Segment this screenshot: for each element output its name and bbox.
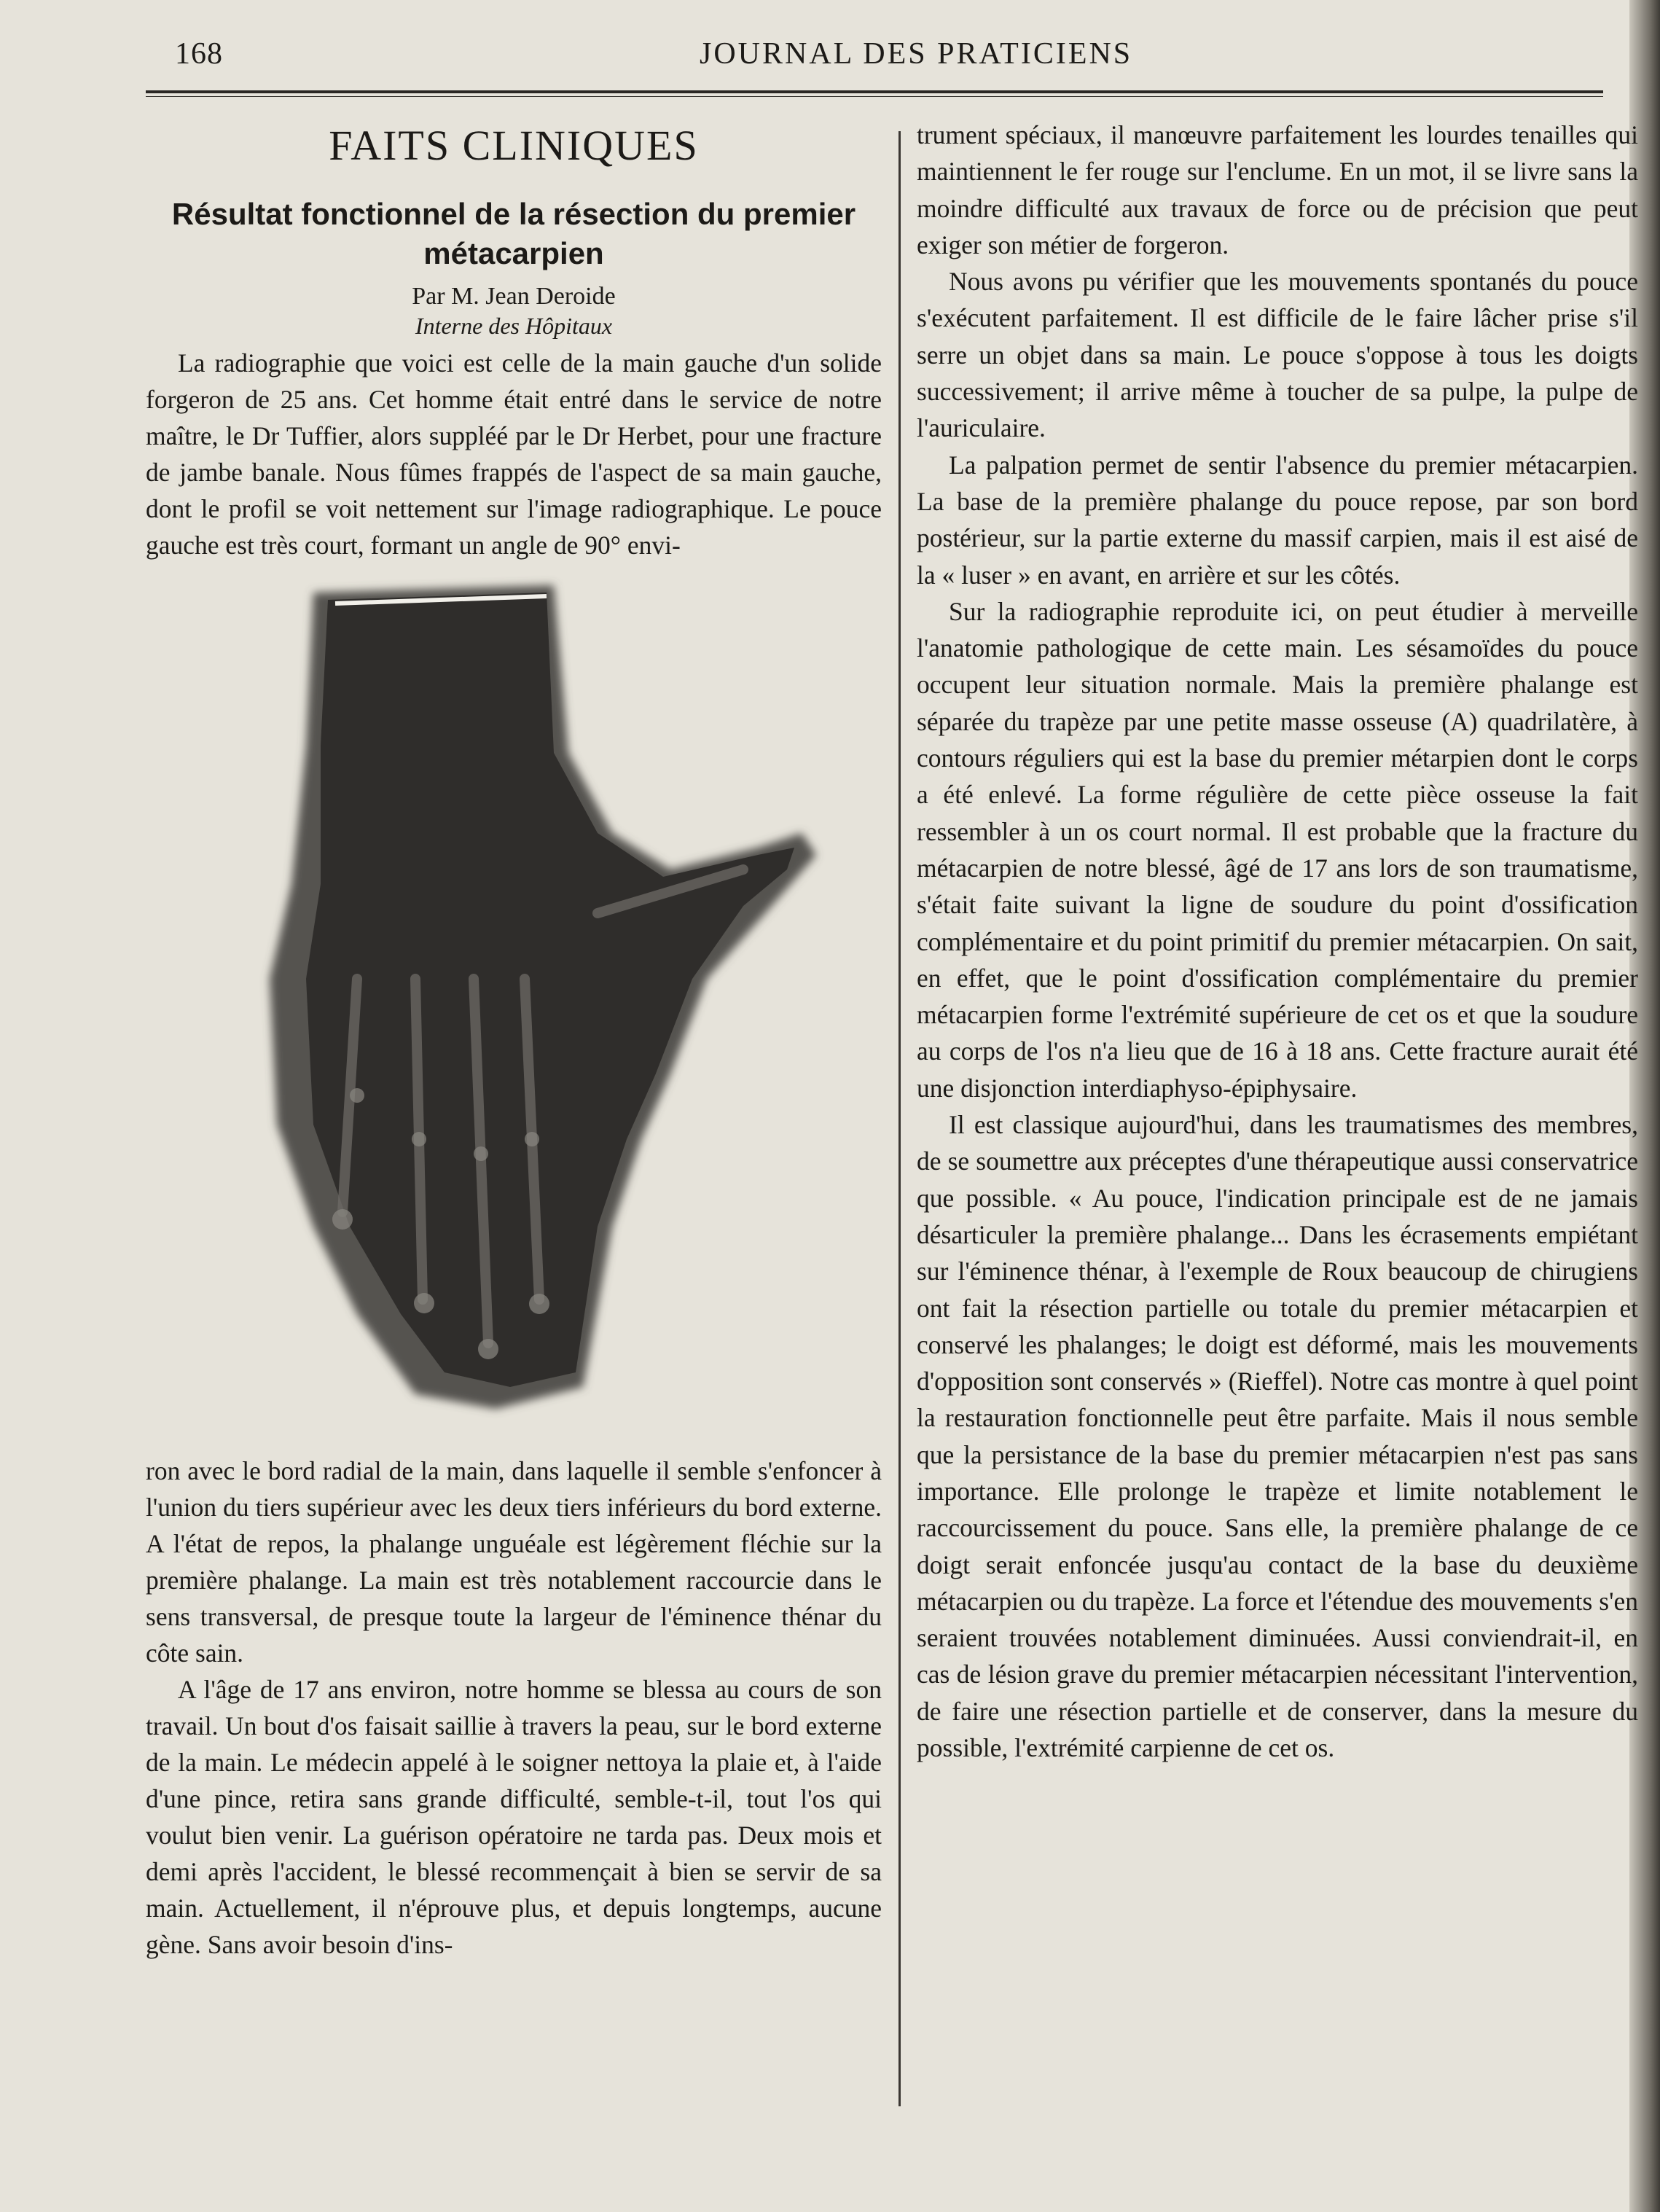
paragraph-movements: Nous avons pu vérifier que les mouvements spontanés du pouce s'exécutent parfaitement. Il est difficile de le faire lâcher prise s'il serre un objet dans sa main. Le pouce s'oppose à tous les doigts successivement; il arrive même à toucher de sa pulpe, la pulpe de l'auriculaire.: [917, 267, 1638, 443]
paragraph-palpation: La palpation permet de sentir l'absence du premier métacarpien. La base de la première phalange du pouce repose, par son bord postérieur, sur la partie externe du massif carpien, mais il est aisé de la « luser » en avant, en arrière et sur les côtés.: [917, 450, 1638, 590]
right-column: [917, 117, 1638, 1766]
page-number: 168: [175, 37, 223, 71]
header-rule-thin: [146, 96, 1603, 97]
paragraph-intro: La radiographie que voici est celle de la main gauche d'un solide forgeron de 25 ans. Cet homme était entré dans le service de notre maître, le Dr Tuffier, alors suppléé par le Dr Herbet, pour une fracture de jambe banale. Nous fûmes frappés de l'aspect de sa main gauche, dont le profil se voit nettement sur l'image radiographique. Le pouce gauche est très court, formant un angle de 90° envi-: [146, 348, 882, 560]
hand-radiograph-figure: [233, 571, 889, 1445]
paragraph-intro-continued: ron avec le bord radial de la main, dans laquelle il semble s'enfoncer à l'union du tiers supérieur avec les deux tiers inférieurs du bord externe. A l'état de repos, la phalange unguéale est légèrement fléchie sur la première phalange. La main est très notablement raccourcie dans le sens transversal, de presque toute la largeur de l'éminence thénar du côte sain.: [146, 1456, 882, 1668]
header-rule: [146, 90, 1603, 93]
author-byline: Par M. Jean Deroide: [412, 283, 616, 310]
article-title: Résultat fonctionnel de la résection du premier métacarpien: [171, 197, 856, 270]
left-column: [146, 117, 882, 1963]
column-divider: [898, 131, 901, 2106]
hand-xray-image: [233, 571, 889, 1445]
paragraph-history: A l'âge de 17 ans environ, notre homme se blessa au cours de son travail. Un bout d'os faisait saillie à travers la peau, sur le bord externe de la main. Le médecin appelé à le soigner nettoya la plaie et, à l'aide d'une pince, retira sans grande difficulté, semble-t-il, tout l'os qui voulut bien venir. La guérison opératoire ne tarda pas. Deux mois et demi après l'accident, le blessé recommençait à bien se servir de sa main. Actuellement, il n'éprouve plus, et depuis longtemps, aucune gène. Sans avoir besoin d'ins-: [146, 1675, 882, 1959]
running-head: [160, 34, 1603, 85]
paragraph-conclusion: Il est classique aujourd'hui, dans les traumatismes des membres, de se soumettre aux préceptes d'une thérapeutique aussi conservatrice que possible. « Au pouce, l'indication principale est de ne jamais désarticuler la première phalange... Dans les écrasements empiétant sur l'éminence thénar, à l'exemple de Roux beaucoup de chirugiens ont fait la résection partielle ou totale du premier métacarpien et conservé les phalanges; le doigt est déformé, mais les mouvements d'opposition sont conservés » (Rieffel). Notre cas montre à quel point la restauration fonctionnelle peut être parfaite. Mais il nous semble que la persistance de la base du premier métacarpien n'est pas sans importance. Elle prolonge le trapèze et limite notablement le raccourcissement du pouce. Sans elle, la première phalange de ce doigt serait enfoncée jusqu'au contact de la base du deuxième métacarpien ou du trapèze. La force et l'étendue des mouvements s'en seraient trouvées notablement diminuées. Aussi conviendrait-il, en cas de lésion grave du premier métacarpien nécessitant l'intervention, de faire une résection partielle et de conserver, dans la mesure du possible, l'extrémité carpienne de cet os.: [917, 1110, 1638, 1763]
paragraph-radiography: Sur la radiographie reproduite ici, on peut étudier à merveille l'anatomie pathologique de cette main. Les sésamoïdes du pouce occupent leur situation normale. Mais la première phalange est séparée du trapèze par une petite masse osseuse (A) quadrilatère, à contours réguliers qui est la base du premier métarpien dont le corps a été enlevé. La forme régulière de cette pièce osseuse la fait ressembler à un os court normal. Il est probable que la fracture du métacarpien de notre blessé, âgé de 17 ans lors de son traumatisme, s'était faite suivant la ligne de soudure du point d'ossification complémentaire et du point primitif du premier métacarpien. On sait, en effet, que le point d'ossification complémentaire du premier métacarpien forme l'extrémité supérieure de cet os et que la soudure au corps de l'os n'a lieu que de 16 à 18 ans. Cette fracture aurait été une disjonction interdiaphyso-épiphysaire.: [917, 596, 1638, 1103]
author-role: Interne des Hôpitaux: [415, 313, 613, 339]
section-title: FAITS CLINIQUES: [329, 122, 699, 169]
journal-title: JOURNAL DES PRATICIENS: [700, 37, 1133, 71]
paragraph-instruments: trument spéciaux, il manœuvre parfaitement les lourdes tenailles qui maintiennent le fer rouge sur l'enclume. En un mot, il se livre sans la moindre difficulté aux travaux de force ou de précision que peut exiger son métier de forgeron.: [917, 120, 1638, 259]
